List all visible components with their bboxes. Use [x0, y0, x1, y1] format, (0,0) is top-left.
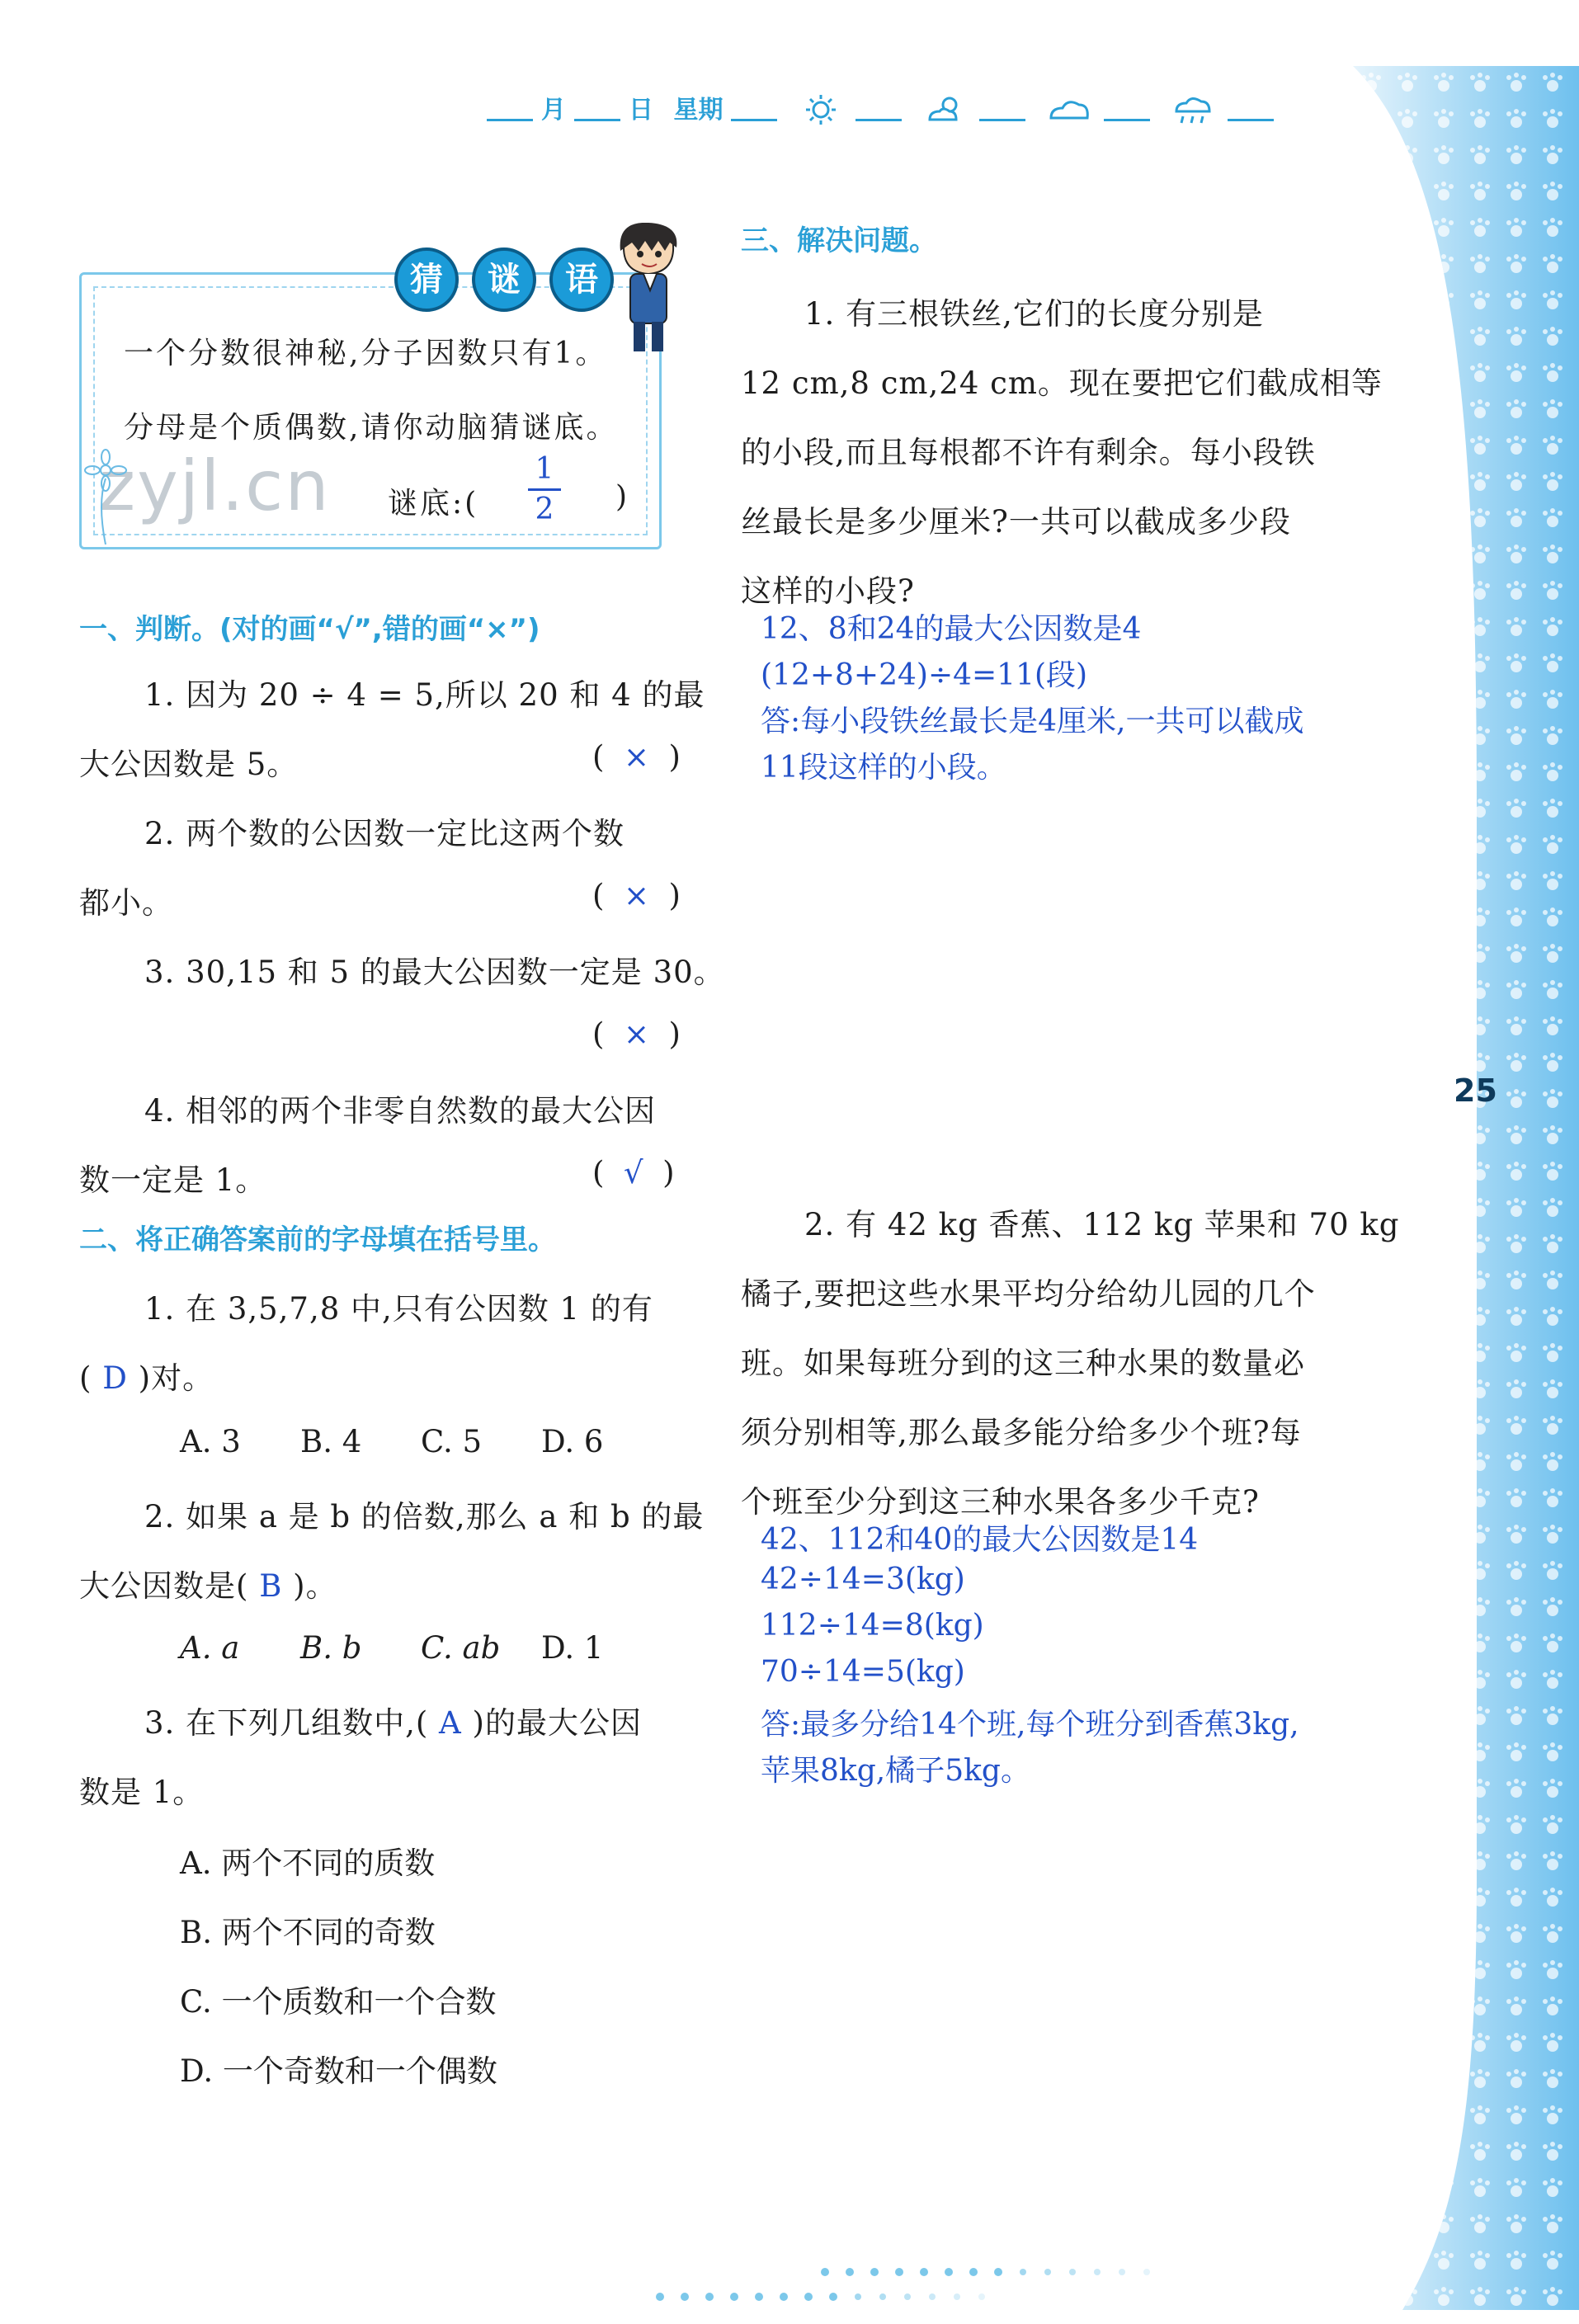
riddle-answer-close: ): [615, 480, 630, 514]
s2-q1-post: )对。: [138, 1360, 214, 1396]
s1-q1-answer-box: ( × ): [592, 739, 681, 775]
s2-q2-option-d: D. 1: [541, 1630, 604, 1666]
side-decoration-band: [1353, 66, 1579, 2310]
day-blank: [574, 119, 620, 121]
s2-q1-option-a: A. 3: [180, 1424, 241, 1459]
partly-sunny-icon: [921, 93, 968, 126]
s3-p2-line4: 须分别相等,那么最多能分给多少个班?每: [741, 1415, 1302, 1450]
s3-p1-answer-line2: (12+8+24)÷4=11(段): [761, 658, 1088, 692]
s3-p2-line5: 个班至少分到这三种水果各多少千克?: [741, 1484, 1260, 1520]
riddle-answer-label: 谜底:(: [388, 487, 479, 521]
riddle-title-char-3: 语: [549, 247, 614, 312]
s1-q3-answer-box: ( × ): [592, 1016, 681, 1052]
s2-q1-option-c: C. 5: [421, 1424, 483, 1459]
flower-decoration-icon: [81, 445, 130, 544]
s2-q2-pre: 大公因数是(: [79, 1568, 249, 1604]
s2-q3-line2: 数是 1。: [79, 1775, 205, 1810]
s3-p1-answer-line3: 答:每小段铁丝最长是4厘米,一共可以截成: [761, 705, 1304, 738]
riddle-line-1: 一个分数很神秘,分子因数只有1。: [124, 337, 608, 370]
riddle-title-char-2: 谜: [472, 247, 536, 312]
s1-q3-answer: ×: [623, 1016, 649, 1052]
day-label: 日: [629, 96, 653, 125]
s1-q4-line1: 4. 相邻的两个非零自然数的最大公因: [144, 1093, 657, 1129]
month-blank: [487, 119, 533, 121]
s1-q1-answer: ×: [623, 739, 649, 775]
s1-q2-line2: 都小。: [79, 885, 173, 921]
s2-q2-option-a: A. a: [180, 1630, 240, 1666]
rain-icon: [1170, 93, 1216, 126]
riddle-answer-fraction: [528, 452, 561, 527]
boy-illustration: [610, 223, 685, 355]
s1-q2-answer: ×: [623, 878, 649, 913]
s1-q2-answer-box: ( × ): [592, 878, 681, 913]
s3-p2-answer-line3: 112÷14=8(kg): [761, 1609, 984, 1643]
watermark-text: zyjl.cn: [99, 445, 331, 526]
section3-title: 三、解决问题。: [741, 224, 937, 257]
month-label: 月: [541, 96, 566, 125]
weather-blank-3: [1104, 119, 1150, 121]
s1-q2-line1: 2. 两个数的公因数一定比这两个数: [144, 816, 625, 851]
s1-q4-line2: 数一定是 1。: [79, 1162, 267, 1198]
s1-q4-answer: √: [623, 1155, 643, 1190]
bottom-dots-decoration: [643, 2260, 1204, 2310]
s3-p1-line1: 1. 有三根铁丝,它们的长度分别是: [804, 296, 1264, 332]
section2-title: 二、将正确答案前的字母填在括号里。: [79, 1223, 556, 1256]
s2-q2-line1: 2. 如果 a 是 b 的倍数,那么 a 和 b 的最: [144, 1499, 705, 1534]
s3-p2-line2: 橘子,要把这些水果平均分给幼儿园的几个: [741, 1276, 1316, 1312]
fraction-numerator: 1: [535, 452, 554, 486]
s3-p1-answer-line1: 12、8和24的最大公因数是4: [761, 612, 1142, 646]
s3-p1-line3: 的小段,而且每根都不许有剩余。每小段铁: [741, 435, 1316, 470]
s3-p2-answer-line1: 42、112和40的最大公因数是14: [761, 1523, 1199, 1557]
s3-p2-answer-line4: 70÷14=5(kg): [761, 1655, 965, 1689]
s3-p1-line4: 丝最长是多少厘米?一共可以截成多少段: [741, 504, 1291, 540]
s2-q1-option-d: D. 6: [541, 1424, 604, 1459]
s2-q1-line2: [79, 1353, 214, 1398]
s2-q1-pre: (: [79, 1360, 92, 1396]
s2-q2-post: )。: [293, 1568, 337, 1604]
weekday-label: 星期: [673, 96, 724, 125]
weekday-blank: [731, 119, 777, 121]
s2-q1-option-b: B. 4: [300, 1424, 362, 1459]
s2-q3-line1: [144, 1698, 642, 1742]
sunny-icon: [798, 93, 844, 126]
date-weather-header: [478, 89, 1282, 126]
s2-q3-option-c: C. 一个质数和一个合数: [180, 1984, 497, 2020]
weather-blank-4: [1228, 119, 1274, 121]
s1-q1-line2: 大公因数是 5。: [79, 747, 299, 782]
s3-p2-answer-line2: 42÷14=3(kg): [761, 1563, 965, 1596]
weather-blank-1: [855, 119, 902, 121]
s3-p2-line1: 2. 有 42 kg 香蕉、112 kg 苹果和 70 kg: [804, 1207, 1400, 1242]
s1-q3-line1: 3. 30,15 和 5 的最大公因数一定是 30。: [144, 955, 725, 990]
s2-q3-pre: 3. 在下列几组数中,(: [144, 1705, 429, 1741]
section1-title: 一、判断。(对的画“√”,错的画“×”): [79, 613, 540, 646]
s3-p2-answer-line5: 答:最多分给14个班,每个班分到香蕉3kg,: [761, 1708, 1299, 1742]
s2-q3-option-a: A. 两个不同的质数: [180, 1846, 436, 1881]
fraction-denominator: 2: [535, 493, 554, 526]
s2-q2-line2: [79, 1561, 337, 1605]
riddle-title-char-1: 猜: [394, 247, 459, 312]
riddle-line-2: 分母是个质偶数,请你动脑猜谜底。: [124, 411, 619, 445]
s2-q3-post: )的最大公因: [472, 1705, 642, 1741]
fraction-bar: [528, 488, 561, 491]
s3-p1-line2: 12 cm,8 cm,24 cm。现在要把它们截成相等: [741, 365, 1383, 401]
page-number: 25: [1454, 1072, 1497, 1109]
s2-q3-option-d: D. 一个奇数和一个偶数: [180, 2053, 497, 2089]
s2-q2-option-c: C. ab: [421, 1630, 501, 1666]
s2-q1-line1: 1. 在 3,5,7,8 中,只有公因数 1 的有: [144, 1291, 653, 1327]
s3-p2-line3: 班。如果每班分到的这三种水果的数量必: [741, 1346, 1305, 1381]
s1-q4-answer-box: ( √ ): [592, 1155, 675, 1190]
weather-blank-2: [979, 119, 1025, 121]
s2-q1-answer: D: [102, 1360, 128, 1396]
s2-q3-option-b: B. 两个不同的奇数: [180, 1915, 436, 1950]
s3-p2-answer-line6: 苹果8kg,橘子5kg。: [761, 1754, 1030, 1788]
cloudy-icon: [1046, 93, 1092, 126]
s2-q3-answer: A: [439, 1705, 462, 1741]
s3-p1-line5: 这样的小段?: [741, 573, 915, 609]
s1-q1-line1: 1. 因为 20 ÷ 4 = 5,所以 20 和 4 的最: [144, 677, 705, 713]
s2-q2-answer: B: [259, 1568, 283, 1604]
s3-p1-answer-line4: 11段这样的小段。: [761, 751, 1006, 785]
s2-q2-option-b: B. b: [300, 1630, 362, 1666]
